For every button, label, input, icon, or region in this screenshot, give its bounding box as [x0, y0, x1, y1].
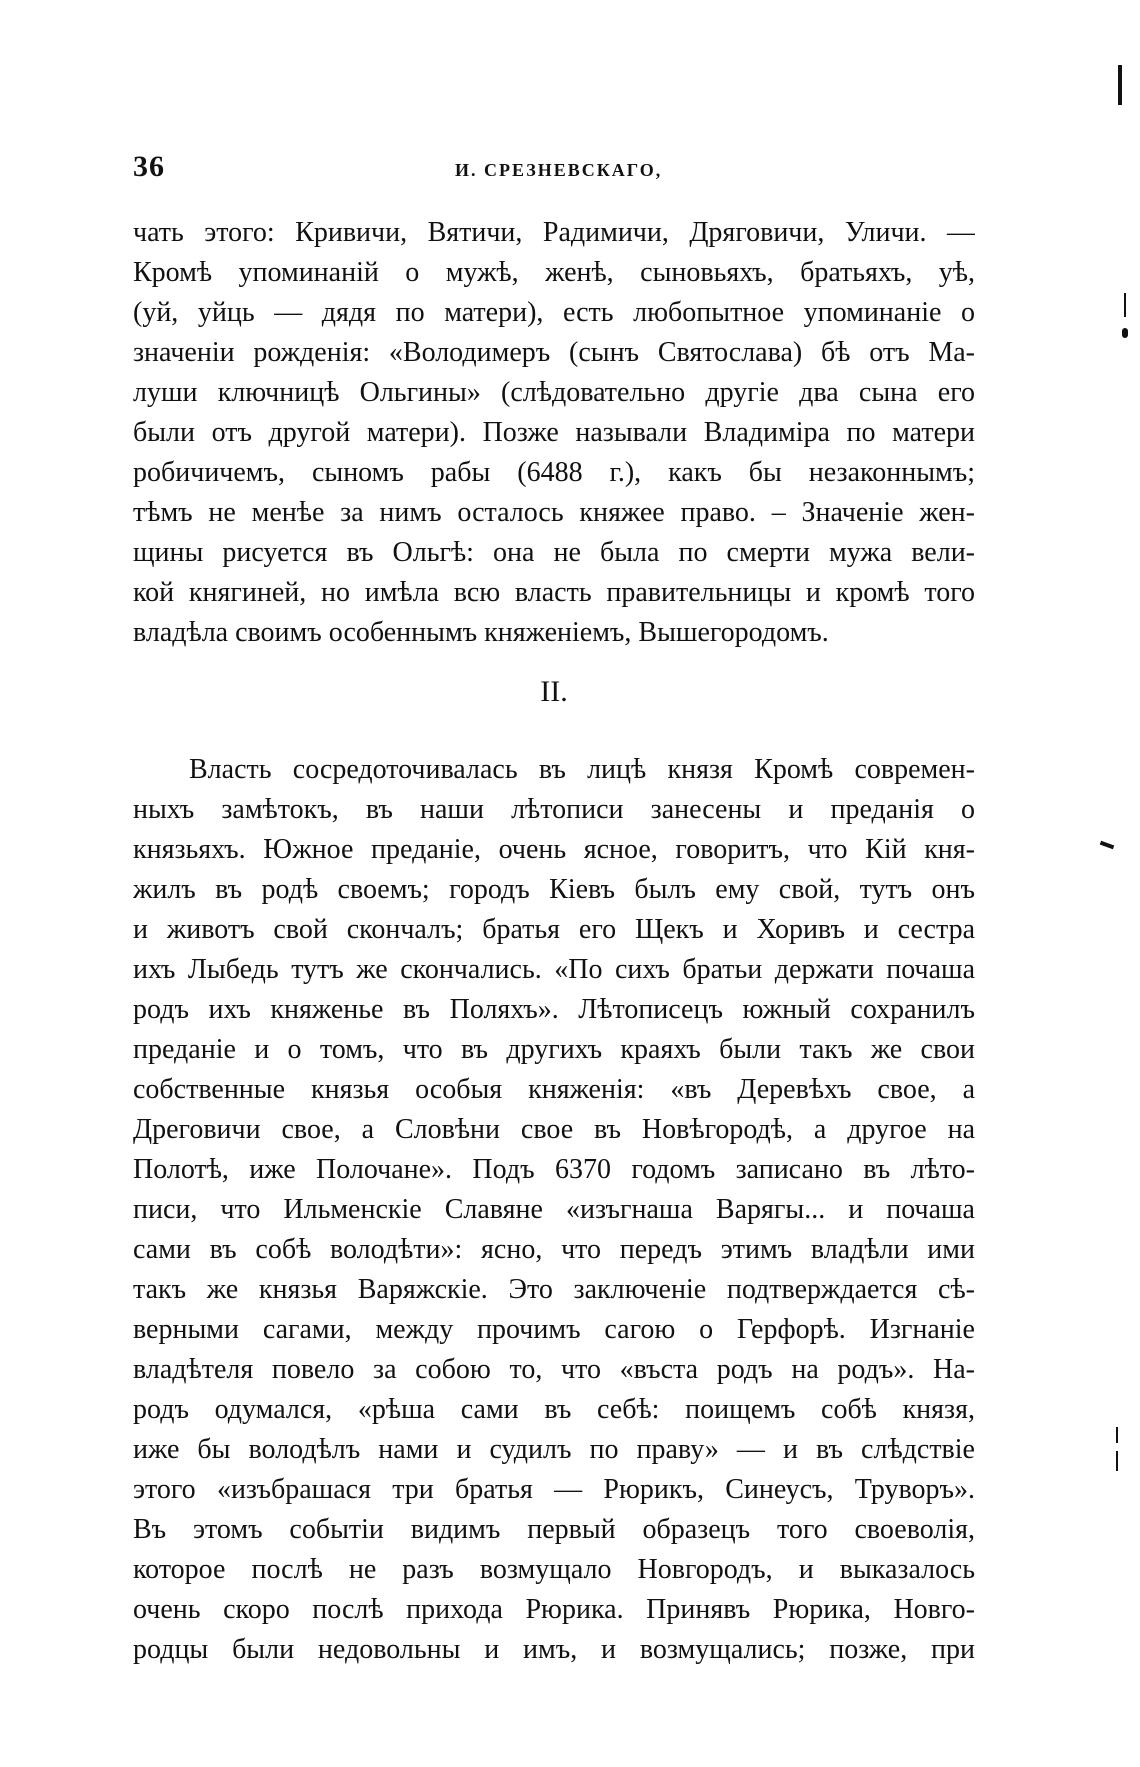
scan-edge-mark: [1116, 1427, 1118, 1443]
scan-edge-mark: [1118, 65, 1122, 105]
scan-edge-mark: [1122, 328, 1128, 338]
text-line: писи, что Ильменскіе Славяне «изъгнаша Варягы... и почаша: [133, 1194, 975, 1225]
text-line: такъ же князья Варяжскіе. Это заключеніе подтверждается сѣ-: [133, 1274, 975, 1305]
scan-edge-mark: [1116, 1451, 1118, 1471]
text-line: очень скоро послѣ прихода Рюрика. Принявъ Рюрика, Новго-: [133, 1594, 975, 1625]
text-line: родъ одумался, «рѣша сами въ себѣ: поищемъ собѣ князя,: [133, 1394, 975, 1425]
text-line: луши ключницѣ Ольгины» (слѣдовательно другіе два сына его: [133, 377, 975, 408]
text-line: которое послѣ не разъ возмущало Новгородъ, и выказалось: [133, 1554, 975, 1585]
text-line: Полотѣ, иже Полочане». Подъ 6370 годомъ записано въ лѣто-: [133, 1154, 975, 1185]
text-line: владѣтеля повело за собою то, что «въста родъ на родъ». На-: [133, 1354, 975, 1385]
text-line: собственные князья особыя княженія: «въ Деревѣхъ свое, а: [133, 1074, 975, 1105]
text-line: значеніи рожденія: «Володимеръ (сынъ Святослава) бѣ отъ Ма-: [133, 337, 975, 368]
paragraph-1: [133, 213, 975, 653]
text-line: жилъ въ родѣ своемъ; городъ Кіевъ былъ ему свой, тутъ онъ: [133, 874, 975, 905]
text-line: родъ ихъ княженье въ Поляхъ». Лѣтописецъ южный сохранилъ: [133, 994, 975, 1025]
text-line: тѣмъ не менѣе за нимъ осталось княжее право. – Значеніе жен-: [133, 497, 975, 528]
text-line: ныхъ замѣтокъ, въ наши лѣтописи занесены и преданія о: [133, 794, 975, 825]
text-line: этого «изъбрашася три братья — Рюрикъ, Синеусъ, Труворъ».: [133, 1474, 975, 1505]
text-line: ихъ Лыбедь тутъ же скончались. «По сихъ братьи держати почаша: [133, 954, 975, 985]
scan-edge-mark: [1100, 841, 1115, 850]
text-line: кой княгиней, но имѣла всю власть правительницы и кромѣ того: [133, 577, 975, 608]
text-line: Кромѣ упоминаній о мужѣ, женѣ, сыновьяхъ, братьяхъ, уѣ,: [133, 257, 975, 288]
text-line: Въ этомъ событіи видимъ первый образецъ того своеволія,: [133, 1514, 975, 1545]
text-line: робичичемъ, сыномъ рабы (6488 г.), какъ бы незаконнымъ;: [133, 457, 975, 488]
text-line: (уй, уйць — дядя по матери), есть любопытное упоминаніе о: [133, 297, 975, 328]
page-number: 36: [133, 150, 165, 183]
scan-edge-mark: [1124, 293, 1126, 317]
section-heading: II.: [540, 675, 568, 708]
text-line: родцы были недовольны и имъ, и возмущались; позже, при: [133, 1634, 975, 1665]
text-line: верными сагами, между прочимъ сагою о Герфорѣ. Изгнаніе: [133, 1314, 975, 1345]
text-line: Дреговичи свое, а Словѣни свое въ Новѣгородѣ, а другое на: [133, 1114, 975, 1145]
text-line: преданіе и о томъ, что въ другихъ краяхъ были такъ же свои: [133, 1034, 975, 1065]
text-line: князьяхъ. Южное преданіе, очень ясное, говоритъ, что Кій кня-: [133, 834, 975, 865]
paragraph-2: [133, 750, 975, 1670]
text-line: владѣла своимъ особеннымъ княженіемъ, Вышегородомъ.: [133, 617, 829, 648]
text-line: щины рисуется въ Ольгѣ: она не была по смерти мужа вели-: [133, 537, 975, 568]
text-line: сами въ собѣ володѣти»: ясно, что передъ этимъ владѣли ими: [133, 1234, 975, 1265]
text-line: были отъ другой матери). Позже называли Владиміра по матери: [133, 417, 975, 448]
page-header: [133, 150, 975, 190]
text-line: и животъ свой скончалъ; братья его Щекъ и Хоривъ и сестра: [133, 914, 975, 945]
text-line: чать этого: Кривичи, Вятичи, Радимичи, Дряговичи, Уличи. —: [133, 217, 975, 248]
text-line: Власть сосредоточивалась въ лицѣ князя Кромѣ современ-: [189, 754, 975, 785]
running-head: И. СРЕЗНЕВСКАГО,: [455, 160, 663, 180]
text-line: иже бы володѣлъ нами и судилъ по праву» — и въ слѣдствіе: [133, 1434, 975, 1465]
